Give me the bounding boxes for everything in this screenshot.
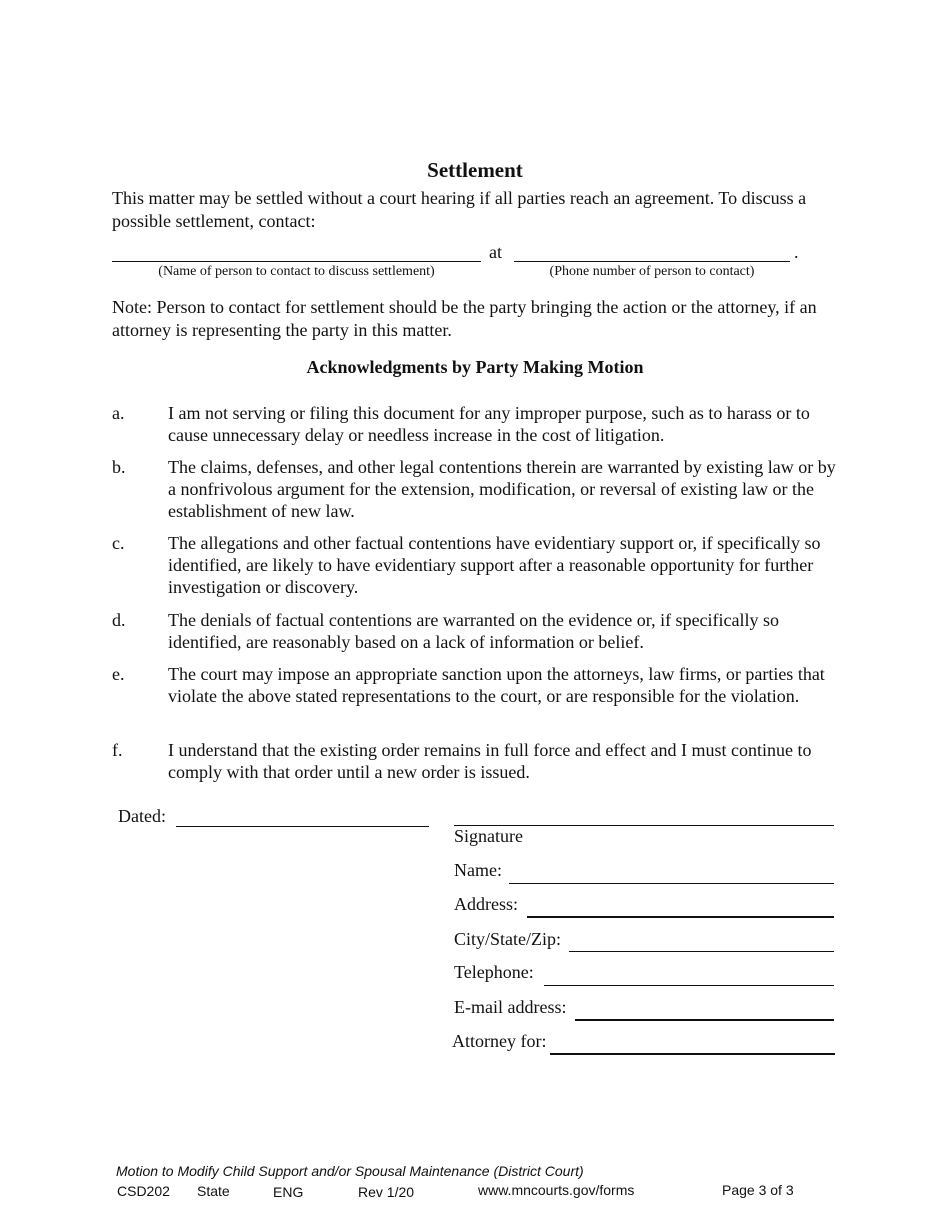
footer-form-code: CSD202 [117, 1183, 170, 1199]
dated-label: Dated: [118, 806, 166, 826]
attorney-for-line[interactable] [550, 1053, 835, 1055]
item-label: d. [112, 610, 126, 630]
attorney-for-label: Attorney for: [452, 1031, 547, 1051]
city-state-zip-label: City/State/Zip: [454, 929, 561, 949]
footer-website[interactable]: www.mncourts.gov/forms [478, 1182, 635, 1198]
settlement-name-caption: (Name of person to contact to discuss settlement) [158, 264, 435, 279]
acknowledgment-item [112, 402, 847, 446]
acknowledgment-item [112, 532, 847, 598]
item-label: b. [112, 457, 126, 477]
telephone-label: Telephone: [454, 962, 534, 982]
item-label: a. [112, 403, 125, 423]
name-label: Name: [454, 860, 502, 880]
name-line[interactable] [509, 883, 834, 884]
item-label: f. [112, 740, 123, 760]
footer-language: ENG [273, 1184, 304, 1200]
acknowledgment-item [112, 609, 847, 653]
footer-revision: Rev 1/20 [358, 1184, 415, 1200]
item-label: e. [112, 664, 125, 684]
email-label: E-mail address: [454, 997, 567, 1017]
settlement-intro: This matter may be settled without a court hearing if all parties reach an agreement. To discuss a possible settlement, contact: [112, 188, 807, 231]
footer-jurisdiction: State [197, 1183, 230, 1199]
telephone-line[interactable] [544, 985, 834, 986]
city-state-zip-line[interactable] [569, 951, 834, 952]
item-text: The court may impose an appropriate sanction upon the attorneys, law firms, or parties that violate the above stated representations to the court, or are responsible for the violation. [168, 664, 825, 706]
acknowledgments-title: Acknowledgments by Party Making Motion [306, 357, 644, 377]
signature-label: Signature [454, 826, 523, 846]
item-text: The denials of factual contentions are warranted on the evidence or, if specifically so identified, are reasonably based on a lack of information or belief. [168, 610, 780, 652]
settlement-note: Note: Person to contact for settlement should be the party bringing the action or the attorney, if an attorney is representing the party in this matter. [112, 297, 817, 340]
settlement-title: Settlement [427, 158, 523, 182]
acknowledgment-item [112, 739, 847, 783]
settlement-name-line[interactable] [112, 261, 481, 262]
settlement-period: . [794, 242, 799, 262]
item-text: The claims, defenses, and other legal contentions therein are warranted by existing law or by a nonfrivolous argument for the extension, modification, or reversal of existing law or the establishment of new law. [168, 457, 836, 521]
footer-form-title: Motion to Modify Child Support and/or Spousal Maintenance (District Court) [116, 1163, 584, 1179]
dated-line[interactable] [176, 826, 429, 827]
footer-page-number: Page 3 of 3 [722, 1182, 794, 1198]
acknowledgment-item [112, 456, 847, 522]
item-text: I am not serving or filing this document for any improper purpose, such as to harass or to cause unnecessary delay or needless increase in the cost of litigation. [168, 403, 810, 445]
email-line[interactable] [575, 1019, 834, 1021]
address-label: Address: [454, 894, 518, 914]
settlement-phone-line[interactable] [514, 261, 790, 262]
item-label: c. [112, 533, 125, 553]
item-text: The allegations and other factual contentions have evidentiary support or, if specifically so identified, are likely to have evidentiary support after a reasonable opportunity for further investigation or discovery. [168, 533, 821, 597]
settlement-at-text: at [489, 242, 502, 262]
item-text: I understand that the existing order remains in full force and effect and I must continue to comply with that order until a new order is issued. [168, 740, 812, 782]
acknowledgment-item [112, 663, 847, 707]
settlement-phone-caption: (Phone number of person to contact) [549, 264, 755, 279]
address-line[interactable] [527, 916, 834, 918]
